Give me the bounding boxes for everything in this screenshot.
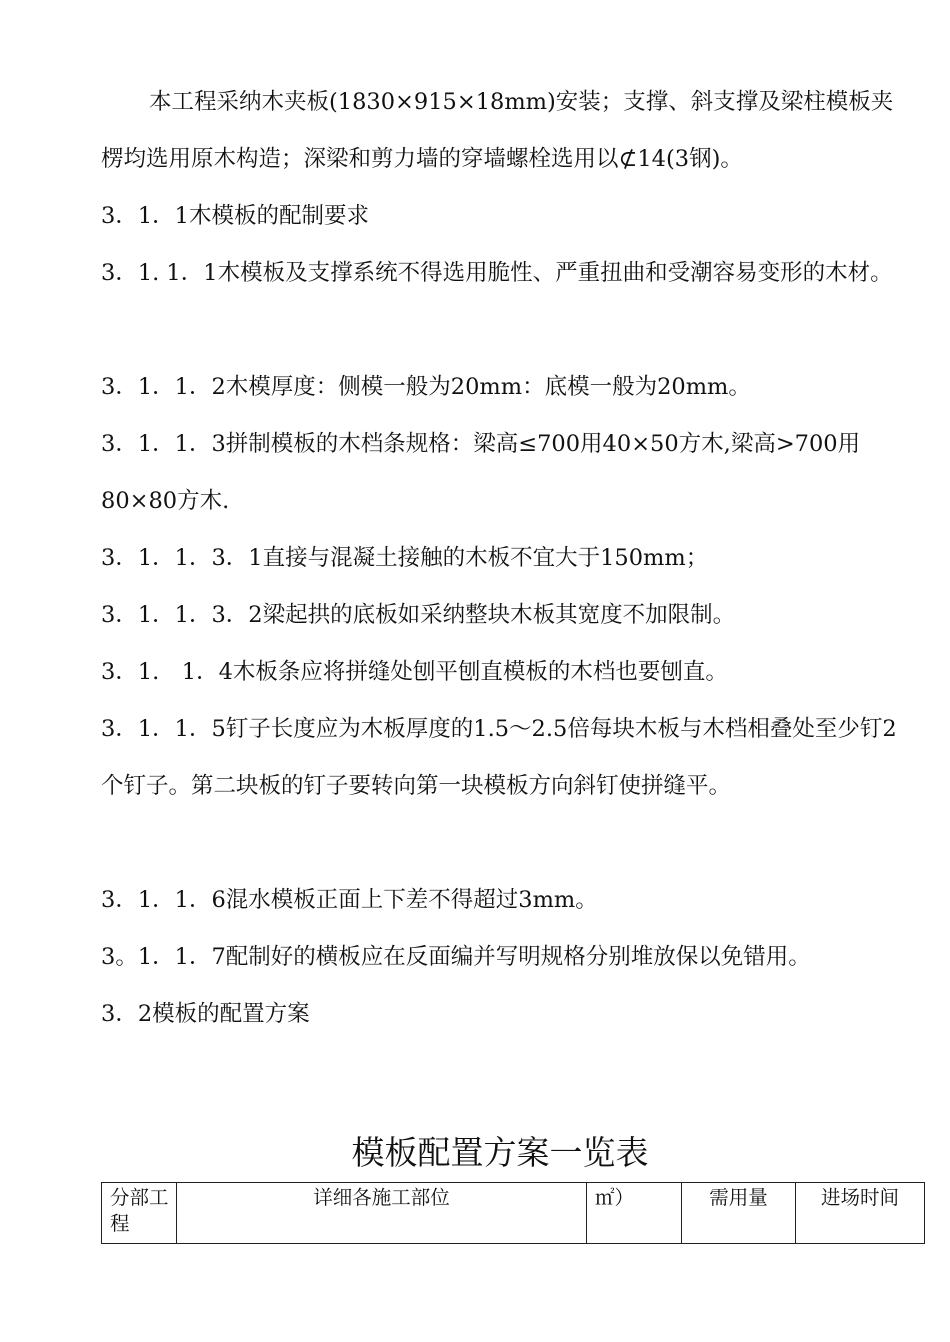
clause-3-1-1-7: 3。1．1．7配制好的横板应在反面编并写明规格分别堆放保以免错用。 [101,944,811,970]
header-cell-division: 分部工程 [102,1183,177,1244]
clause-3-1-1-3-1: 3．1．1．3．1直接与混凝土接触的木板不宜大于150mm； [101,545,709,571]
intro-paragraph: 本工程采纳木夹板(1830×915×18mm)安装；支撑、斜支撑及梁柱模板夹楞均选用原木构造；深梁和剪力墙的穿墙螺栓选用以⊄14(3钢)。 [101,89,894,172]
table-title: 模板配置方案一览表 [351,1133,649,1172]
header-cell-quantity: 需用量 [682,1183,796,1244]
section-heading-3-2: 3．2模板的配置方案 [101,1001,310,1027]
clause-3-1-1-2: 3．1．1．2木模厚度：侧模一般为20mm：底模一般为20mm。 [101,374,751,400]
clause-3-1-1-5: 3．1．1．5钉子长度应为木板厚度的1.5～2.5倍每块木板与木档相叠处至少钉2个钉子。第二块板的钉子要转向第一块模板方向斜钉使拼缝平。 [101,716,897,799]
header-cell-area: ㎡） [587,1183,682,1244]
clause-3-1-1-3: 3．1．1．3拼制模板的木档条规格：梁高≤700用40×50方木,梁高>700用80×80方木. [101,431,861,514]
clause-3-1-1-4: 3．1. 1．4木板条应将拼缝处刨平刨直模板的木档也要刨直。 [101,659,728,685]
header-cell-entry-time: 进场时间 [796,1183,925,1244]
formwork-config-table [101,1182,925,1244]
clause-3-1-1-3-2: 3．1．1．3．2梁起拱的底板如采纳整块木板其宽度不加限制。 [101,602,736,628]
clause-3-1-1-1: 3．1. 1．1木模板及支撑系统不得选用脆性、严重扭曲和受潮容易变形的木材。 [101,260,893,286]
header-cell-location: 详细各施工部位 [177,1183,587,1244]
table-header-row [102,1183,925,1244]
section-heading-3-1-1: 3．1．1木模板的配制要求 [101,203,369,229]
clause-3-1-1-6: 3．1．1．6混水模板正面上下差不得超过3mm。 [101,887,598,913]
